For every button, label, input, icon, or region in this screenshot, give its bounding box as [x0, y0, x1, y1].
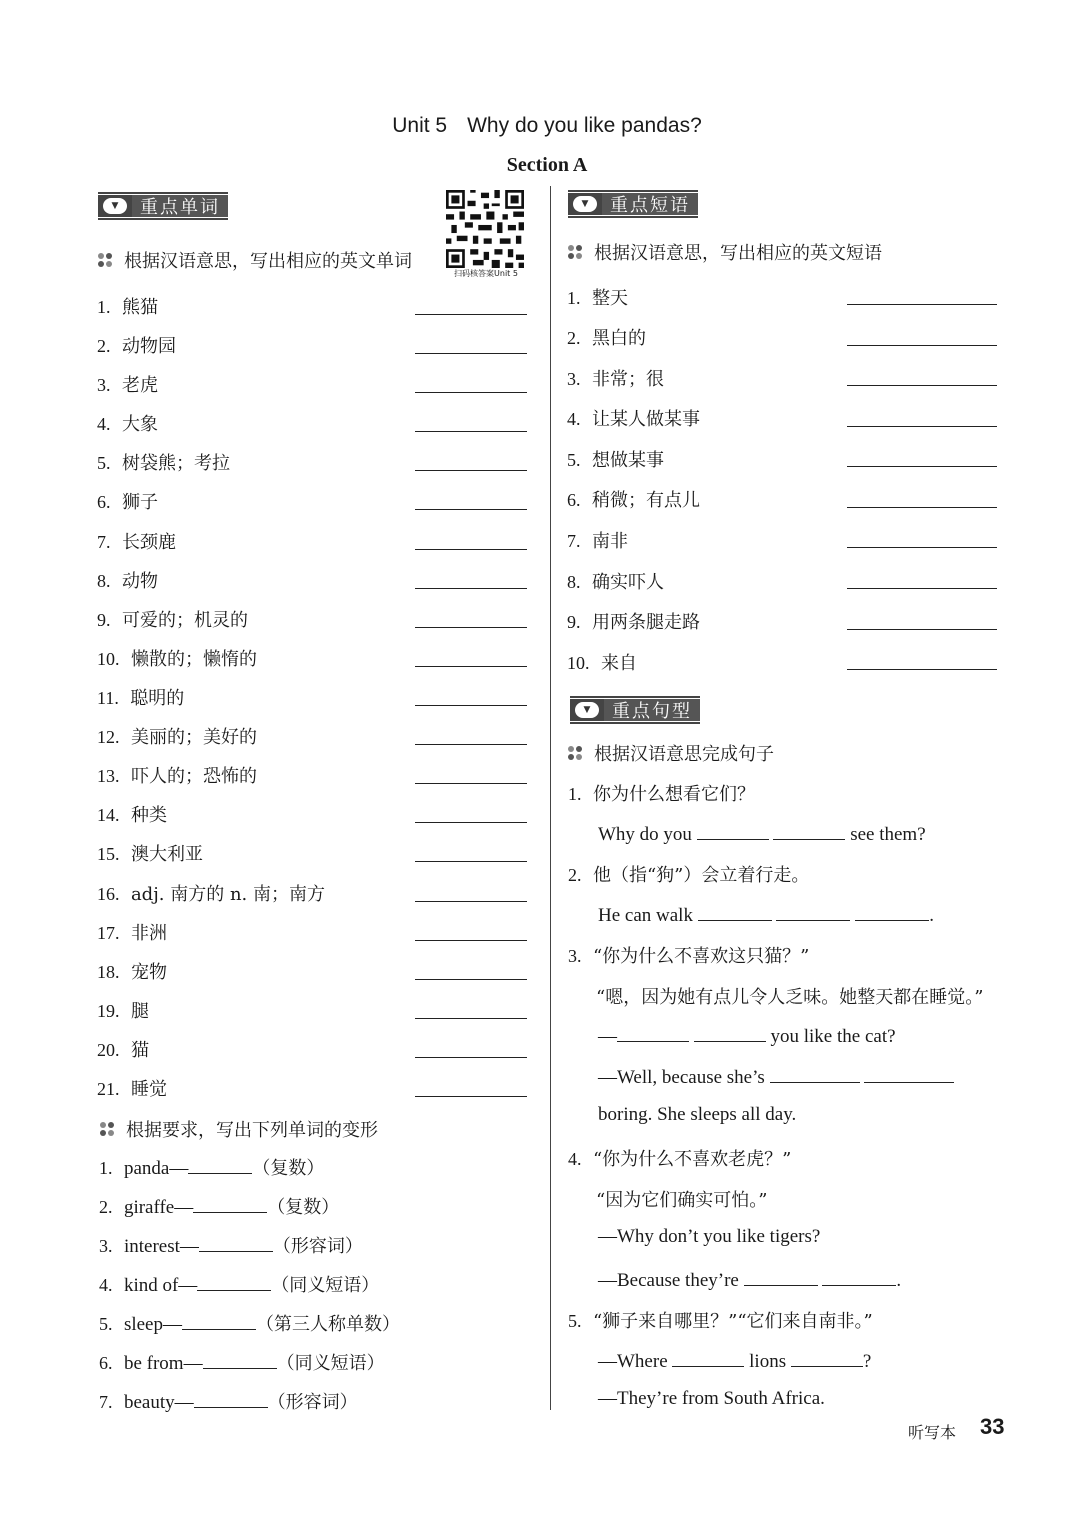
item-number: 10. [567, 653, 590, 673]
list-item [97, 1036, 149, 1062]
qr-caption: 扫码核答案Unit 5 [454, 269, 518, 278]
answer-line[interactable] [415, 1018, 527, 1019]
answer-line[interactable] [847, 466, 997, 467]
item-number: 12. [97, 727, 120, 747]
sentence-text: — [598, 1026, 617, 1047]
answer-blank[interactable] [822, 1267, 896, 1286]
item-text: 让某人做某事 [591, 409, 700, 430]
item-text: 老虎 [121, 375, 158, 396]
item-text: 可爱的；机灵的 [121, 610, 248, 631]
list-item [97, 723, 257, 749]
form-note: （形容词） [272, 1236, 363, 1257]
instruction-text: 根据汉语意思完成句子 [594, 744, 774, 765]
item-text: 种类 [130, 805, 167, 826]
answer-line[interactable] [847, 426, 997, 427]
item-text: 宠物 [130, 962, 167, 983]
answer-blank[interactable] [744, 1267, 818, 1286]
sentence-text: . [896, 1270, 902, 1291]
answer-line[interactable] [415, 431, 527, 432]
answer-blank[interactable] [791, 1348, 863, 1367]
item-text: 黑白的 [591, 328, 646, 349]
instruction-sentences [568, 740, 774, 766]
item-number: 1. [568, 784, 582, 804]
item-number: 17. [97, 923, 120, 943]
item-number: 8. [97, 571, 111, 591]
answer-blank[interactable] [194, 1389, 268, 1408]
item-number: 14. [97, 805, 120, 825]
answer-line[interactable] [415, 509, 527, 510]
sentence-prompt [568, 780, 755, 806]
answer-line[interactable] [847, 304, 997, 305]
answer-line[interactable] [415, 1096, 527, 1097]
unit-label: Unit 5 [392, 114, 448, 137]
answer-blank[interactable] [672, 1348, 744, 1367]
item-text: 澳大利亚 [130, 844, 203, 865]
sentence-chinese-line: “嗯，因为她有点儿令人乏味。她整天都在睡觉。” [596, 987, 984, 1008]
sentence-answer [598, 1348, 871, 1373]
item-number: 1. [567, 288, 581, 308]
item-text: 睡觉 [130, 1079, 167, 1100]
sentence-answer [598, 1023, 896, 1048]
sentence-text: —Because they’re [598, 1270, 739, 1291]
form-word: be from— [123, 1353, 203, 1374]
answer-line[interactable] [415, 979, 527, 980]
answer-line[interactable] [415, 392, 527, 393]
list-item [567, 649, 637, 675]
answer-line[interactable] [415, 549, 527, 550]
answer-line[interactable] [847, 507, 997, 508]
item-number: 15. [97, 844, 120, 864]
item-text: 大象 [121, 414, 158, 435]
item-number: 16. [97, 884, 120, 904]
qr-code-icon [446, 190, 524, 268]
unit-heading: Why do you like pandas? [467, 114, 702, 137]
list-item [567, 324, 646, 350]
answer-line[interactable] [847, 385, 997, 386]
badge-key-words [98, 192, 228, 220]
item-number: 3. [99, 1236, 113, 1256]
sentence-prompt [568, 861, 809, 887]
sentence-chinese: “狮子来自哪里？”“它们来自南非。” [592, 1311, 873, 1332]
sentence-prompt [568, 942, 809, 968]
list-item [97, 371, 158, 397]
answer-blank[interactable] [182, 1311, 256, 1330]
answer-line[interactable] [415, 783, 527, 784]
form-item [99, 1154, 324, 1180]
form-item [99, 1232, 363, 1258]
badge-key-phrases [568, 190, 698, 218]
answer-line[interactable] [847, 547, 997, 548]
item-number: 2. [568, 865, 582, 885]
page-number: 33 [980, 1414, 1005, 1439]
form-word: sleep— [123, 1314, 182, 1335]
item-text: 整天 [591, 288, 628, 309]
form-note: （形容词） [267, 1392, 358, 1413]
sentence-answer [598, 902, 934, 927]
sentence-prompt [568, 1145, 791, 1171]
answer-line[interactable] [415, 705, 527, 706]
item-number: 10. [97, 649, 120, 669]
answer-line[interactable] [415, 901, 527, 902]
item-number: 11. [97, 688, 119, 708]
item-text: 长颈鹿 [121, 532, 176, 553]
answer-blank[interactable] [617, 1023, 689, 1042]
item-number: 21. [97, 1079, 120, 1099]
sentence-text: Why do you [598, 824, 692, 845]
sentence-text: boring. She sleeps all day. [598, 1104, 797, 1125]
item-text: 非洲 [130, 923, 167, 944]
item-number: 18. [97, 962, 120, 982]
list-item [567, 446, 664, 472]
item-text: 想做某事 [591, 450, 664, 471]
answer-line[interactable] [847, 629, 997, 630]
form-item [99, 1310, 400, 1336]
answer-blank[interactable] [770, 1064, 860, 1083]
item-number: 20. [97, 1040, 120, 1060]
item-number: 4. [567, 409, 581, 429]
answer-blank[interactable] [864, 1064, 954, 1083]
form-note: （复数） [252, 1158, 325, 1179]
list-item [97, 801, 167, 827]
item-text: 聪明的 [130, 688, 185, 709]
item-number: 6. [567, 490, 581, 510]
sentence-chinese: 他（指“狗”）会立着行走。 [592, 865, 810, 886]
list-item [567, 608, 700, 634]
footer-label: 听写本 [908, 1423, 957, 1442]
column-divider [550, 186, 551, 1410]
form-item [99, 1349, 385, 1375]
item-number: 2. [567, 328, 581, 348]
item-number: 6. [99, 1353, 113, 1373]
sentence-text: He can walk [598, 905, 693, 926]
form-word: interest— [123, 1236, 199, 1257]
list-item [567, 365, 664, 391]
item-number: 1. [99, 1158, 113, 1178]
sentence-text: —Why don’t you like tigers? [598, 1226, 821, 1247]
sentence-chinese-line: “因为它们确实可怕。” [596, 1190, 768, 1211]
sentence-chinese: “你为什么不喜欢老虎？” [592, 1149, 792, 1170]
sentence-text: you like the cat? [770, 1026, 896, 1047]
badge-label: 重点单词 [132, 195, 228, 217]
answer-blank[interactable] [199, 1233, 273, 1252]
answer-line[interactable] [415, 627, 527, 628]
sentence-text: see them? [850, 824, 926, 845]
answer-blank[interactable] [188, 1155, 252, 1174]
form-note: （同义短语） [271, 1275, 380, 1296]
sentence-answer [598, 1064, 954, 1089]
answer-blank[interactable] [203, 1350, 277, 1369]
item-number: 1. [97, 297, 111, 317]
list-item [567, 527, 628, 553]
form-item [99, 1193, 339, 1219]
form-note: （复数） [267, 1197, 340, 1218]
item-number: 7. [97, 532, 111, 552]
sentence-text: . [929, 905, 934, 926]
item-text: 来自 [600, 653, 637, 674]
answer-line[interactable] [415, 666, 527, 667]
sentence-text: —Well, because she’s [598, 1067, 765, 1088]
list-item [97, 958, 167, 984]
chevron-down-icon: ▼ [568, 193, 602, 215]
sentence-prompt [568, 1307, 873, 1333]
list-item [97, 840, 203, 866]
item-text: 美丽的；美好的 [130, 727, 257, 748]
item-text: 南非 [591, 531, 628, 552]
form-word: giraffe— [123, 1197, 194, 1218]
instruction-text: 根据汉语意思，写出相应的英文短语 [594, 243, 882, 264]
sentence-chinese: 你为什么想看它们？ [592, 784, 755, 805]
bullet-dots-icon [98, 252, 116, 268]
badge-label: 重点短语 [602, 193, 698, 215]
list-item [97, 332, 176, 358]
list-item [97, 488, 158, 514]
answer-line[interactable] [847, 345, 997, 346]
sentence-answer [598, 1267, 901, 1292]
item-number: 2. [97, 336, 111, 356]
item-number: 7. [567, 531, 581, 551]
item-text: adj. 南方的 n. 南；南方 [130, 884, 325, 905]
sentence-answer [598, 821, 926, 846]
answer-blank[interactable] [776, 902, 850, 921]
item-number: 9. [97, 610, 111, 630]
item-number: 3. [567, 369, 581, 389]
answer-blank[interactable] [855, 902, 929, 921]
list-item [567, 405, 700, 431]
instruction-phrases [568, 239, 882, 265]
answer-line[interactable] [415, 861, 527, 862]
answer-blank[interactable] [197, 1272, 271, 1291]
item-number: 4. [99, 1275, 113, 1295]
form-item [99, 1388, 358, 1414]
chevron-down-icon: ▼ [98, 195, 132, 217]
answer-line[interactable] [415, 588, 527, 589]
item-text: 猫 [130, 1040, 149, 1061]
bullet-dots-icon [568, 745, 586, 761]
item-text: 吓人的；恐怖的 [130, 766, 257, 787]
item-number: 5. [567, 450, 581, 470]
list-item [97, 528, 176, 554]
answer-line[interactable] [415, 314, 527, 315]
item-number: 3. [97, 375, 111, 395]
form-item [99, 1271, 379, 1297]
list-item [97, 762, 257, 788]
answer-line[interactable] [415, 940, 527, 941]
list-item [97, 410, 158, 436]
item-text: 懒散的；懒惰的 [130, 649, 257, 670]
answer-line[interactable] [415, 470, 527, 471]
item-text: 树袋熊；考拉 [121, 453, 230, 474]
instruction-words [98, 247, 412, 273]
instruction-forms [100, 1116, 378, 1142]
answer-blank[interactable] [698, 902, 772, 921]
item-text: 熊猫 [121, 297, 158, 318]
answer-line[interactable] [415, 744, 527, 745]
item-number: 9. [567, 612, 581, 632]
answer-line[interactable] [847, 669, 997, 670]
item-text: 确实吓人 [591, 572, 664, 593]
item-text: 腿 [130, 1001, 149, 1022]
bullet-dots-icon [100, 1121, 118, 1137]
list-item [567, 284, 628, 310]
instruction-text: 根据汉语意思，写出相应的英文单词 [124, 251, 412, 272]
list-item [97, 567, 158, 593]
sentence-chinese: “你为什么不喜欢这只猫？” [592, 946, 810, 967]
item-number: 5. [99, 1314, 113, 1334]
instruction-text: 根据要求，写出下列单词的变形 [126, 1120, 378, 1141]
sentence-text: —Where [598, 1351, 668, 1372]
list-item [97, 606, 248, 632]
chevron-down-icon: ▼ [570, 699, 604, 721]
badge-key-sentences [570, 696, 700, 724]
item-number: 8. [567, 572, 581, 592]
bullet-dots-icon [568, 244, 586, 260]
list-item [97, 684, 184, 710]
list-item [97, 449, 230, 475]
item-text: 非常；很 [591, 369, 664, 390]
list-item [567, 486, 700, 512]
item-number: 5. [97, 453, 111, 473]
item-text: 动物园 [121, 336, 176, 357]
answer-blank[interactable] [697, 821, 769, 840]
list-item [97, 880, 325, 906]
item-number: 13. [97, 766, 120, 786]
item-text: 狮子 [121, 492, 158, 513]
answer-line[interactable] [847, 588, 997, 589]
item-number: 4. [97, 414, 111, 434]
item-number: 4. [568, 1149, 582, 1169]
list-item [97, 645, 257, 671]
form-note: （同义短语） [276, 1353, 385, 1374]
answer-line[interactable] [415, 822, 527, 823]
answer-line[interactable] [415, 1057, 527, 1058]
item-number: 5. [568, 1311, 582, 1331]
item-number: 6. [97, 492, 111, 512]
answer-blank[interactable] [773, 821, 845, 840]
item-text: 稍微；有点儿 [591, 490, 700, 511]
form-note: （第三人称单数） [256, 1314, 400, 1335]
item-text: 动物 [121, 571, 158, 592]
item-number: 2. [99, 1197, 113, 1217]
sentence-text: —They’re from South Africa. [598, 1388, 825, 1409]
answer-blank[interactable] [193, 1194, 267, 1213]
form-word: kind of— [123, 1275, 198, 1296]
item-number: 19. [97, 1001, 120, 1021]
item-number: 7. [99, 1392, 113, 1412]
section-title: Section A [506, 154, 588, 176]
item-text: 用两条腿走路 [591, 612, 700, 633]
list-item [97, 997, 149, 1023]
list-item [97, 293, 158, 319]
list-item [97, 1075, 167, 1101]
form-word: panda— [123, 1158, 189, 1179]
form-word: beauty— [123, 1392, 194, 1413]
answer-blank[interactable] [694, 1023, 766, 1042]
list-item [567, 568, 664, 594]
sentence-text: ? [862, 1351, 872, 1372]
unit-title [0, 114, 1080, 138]
badge-label: 重点句型 [604, 699, 700, 721]
sentence-text: lions [749, 1351, 787, 1372]
item-number: 3. [568, 946, 582, 966]
list-item [97, 919, 167, 945]
answer-line[interactable] [415, 353, 527, 354]
